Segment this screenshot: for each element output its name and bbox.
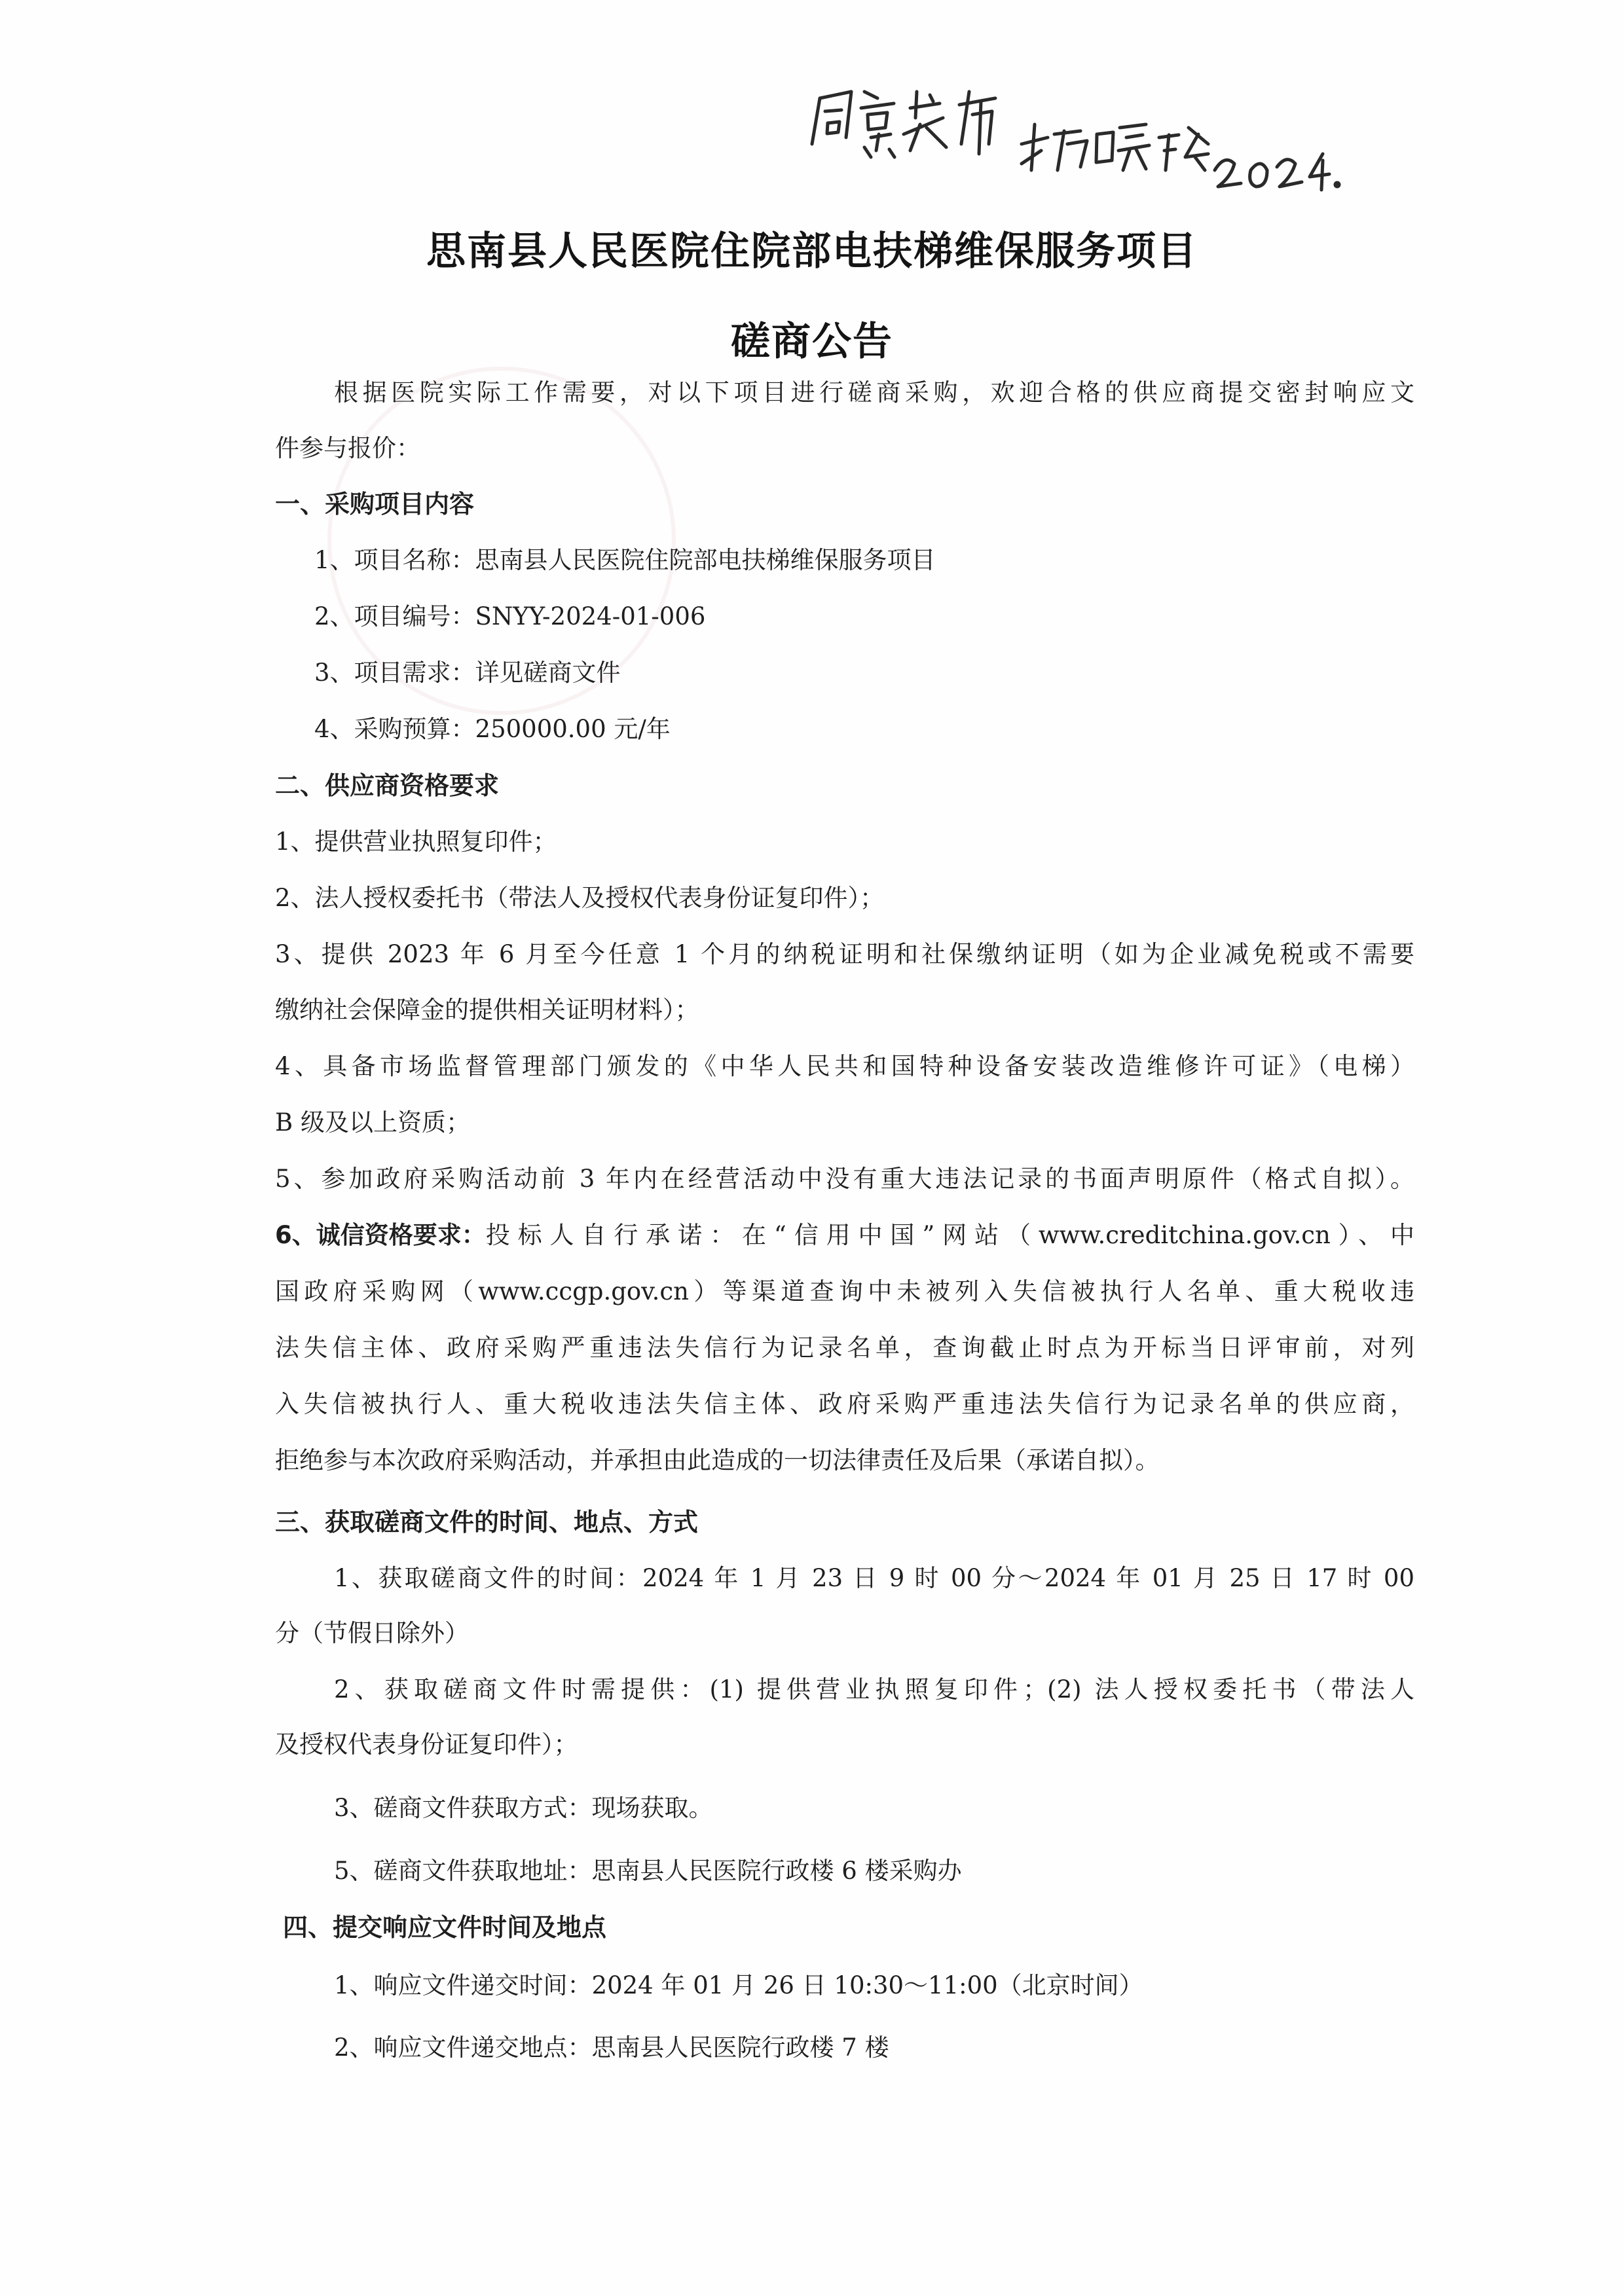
intro-line-1: 根据医院实际工作需要，对以下项目进行磋商采购，欢迎合格的供应商提交密封响应文 [334, 378, 1414, 407]
section-2-item-3-line-2: 缴纳社会保障金的提供相关证明材料）； [275, 996, 699, 1024]
section-3-item-2-line-2: 及授权代表身份证复印件）； [275, 1730, 578, 1758]
document-title: 思南县人民医院住院部电扶梯维保服务项目 [426, 228, 1198, 274]
section-4-item-1: 1、响应文件递交时间：2024 年 01 月 26 日 10:30～11:00（北京时间） [334, 1971, 1143, 1999]
section-1-item-2: 2、项目编号：SNYY-2024-01-006 [314, 602, 706, 630]
section-3-item-1-line-1: 1、获取磋商文件的时间：2024 年 1 月 23 日 9 时 00 分～2024 年 01 月 25 日 17 时 00 [334, 1564, 1414, 1592]
section-1-item-1: 1、项目名称：思南县人民医院住院部电扶梯维保服务项目 [314, 546, 936, 574]
section-2-item-3-line-1: 3、提供 2023 年 6 月至今任意 1 个月的纳税证明和社保缴纳证明（如为企业减免税或不需要 [275, 940, 1414, 968]
section-2-item-6-text: 投标人自行承诺：在“信用中国”网站（www.creditchina.gov.cn）、中 [485, 1221, 1414, 1249]
section-1-heading: 一、采购项目内容 [275, 490, 475, 519]
section-2-item-6-line-1 [275, 1220, 1414, 1251]
section-1-item-3: 3、项目需求：详见磋商文件 [314, 659, 621, 687]
section-2-item-6-line-3: 法失信主体、政府采购严重违法失信行为记录名单，查询截止时点为开标当日评审前，对列 [275, 1334, 1414, 1362]
section-2-heading: 二、供应商资格要求 [275, 771, 500, 800]
section-2-item-6-line-5: 拒绝参与本次政府采购活动，并承担由此造成的一切法律责任及后果（承诺自拟）。 [275, 1446, 1160, 1474]
document-subtitle: 磋商公告 [731, 319, 893, 365]
section-2-item-4-line-2: B 级及以上资质； [275, 1108, 470, 1137]
section-4-heading: 四、提交响应文件时间及地点 [283, 1913, 607, 1942]
section-2-item-6-line-2: 国政府采购网（www.ccgp.gov.cn）等渠道查询中未被列入失信被执行人名单、重大税收违 [275, 1277, 1414, 1305]
section-2-item-4-line-1: 4、具备市场监督管理部门颁发的《中华人民共和国特种设备安装改造维修许可证》（电梯） [275, 1052, 1414, 1080]
intro-line-2: 件参与报价： [275, 434, 420, 462]
section-1-item-4: 4、采购预算：250000.00 元/年 [314, 715, 671, 743]
handwritten-approval-signature [805, 72, 1382, 203]
section-3-item-3: 3、磋商文件获取方式：现场获取。 [334, 1794, 713, 1822]
section-2-item-1: 1、提供营业执照复印件； [275, 828, 557, 856]
section-2-item-5: 5、参加政府采购活动前 3 年内在经营活动中没有重大违法记录的书面声明原件（格式自拟）。 [275, 1165, 1414, 1193]
section-3-item-5: 5、磋商文件获取地址：思南县人民医院行政楼 6 楼采购办 [334, 1857, 962, 1885]
section-2-item-2: 2、法人授权委托书（带法人及授权代表身份证复印件）； [275, 884, 885, 912]
section-2-item-6-label: 6、诚信资格要求： [275, 1221, 486, 1249]
section-3-heading: 三、获取磋商文件的时间、地点、方式 [275, 1508, 699, 1537]
section-4-item-2: 2、响应文件递交地点：思南县人民医院行政楼 7 楼 [334, 2033, 889, 2062]
section-2-item-6-line-4: 入失信被执行人、重大税收违法失信主体、政府采购严重违法失信行为记录名单的供应商， [275, 1390, 1414, 1418]
section-3-item-1-line-2: 分（节假日除外） [275, 1619, 469, 1647]
section-3-item-2-line-1: 2、获取磋商文件时需提供：(1) 提供营业执照复印件；(2) 法人授权委托书（带法人 [334, 1675, 1414, 1704]
